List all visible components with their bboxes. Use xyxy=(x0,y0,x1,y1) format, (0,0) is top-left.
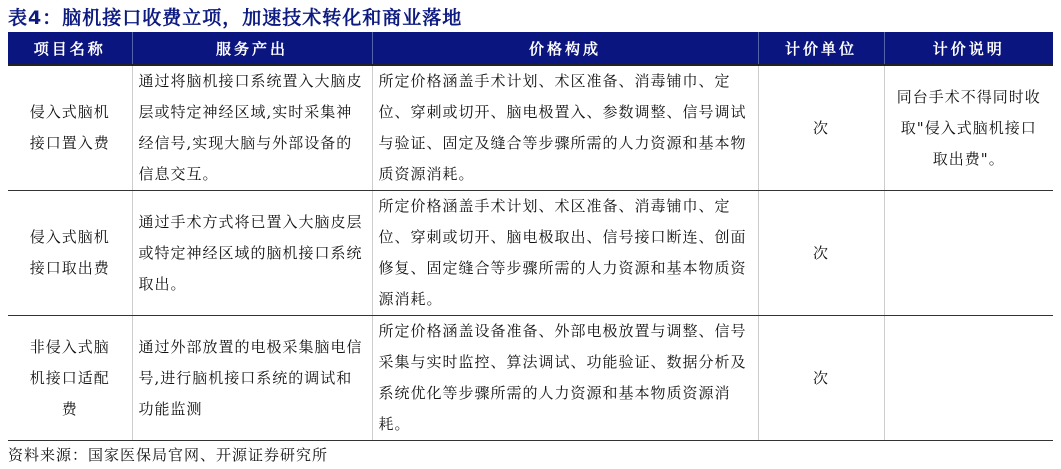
table-row xyxy=(8,316,1053,441)
table-row xyxy=(8,65,1053,191)
header-project-name: 项目名称 xyxy=(8,32,132,65)
header-unit: 计价单位 xyxy=(758,32,884,65)
header-row xyxy=(8,32,1053,65)
service-output: 通过将脑机接口系统置入大脑皮层或特定神经区域,实时采集神经信号,实现大脑与外部设备的信息交互。 xyxy=(132,65,372,191)
unit: 次 xyxy=(758,191,884,316)
note xyxy=(884,316,1053,441)
pricing-table xyxy=(8,32,1053,441)
service-output: 通过外部放置的电极采集脑电信号,进行脑机接口系统的调试和功能监测 xyxy=(132,316,372,441)
note: 同台手术不得同时收取"侵入式脑机接口取出费"。 xyxy=(884,65,1053,191)
table-title: 表4：脑机接口收费立项，加速技术转化和商业落地 xyxy=(8,7,463,29)
price-composition: 所定价格涵盖手术计划、术区准备、消毒铺巾、定位、穿刺或切开、脑电极取出、信号接口断连、创面修复、固定缝合等步骤所需的人力资源和基本物质资源消耗。 xyxy=(372,191,758,316)
note xyxy=(884,191,1053,316)
header-price-composition: 价格构成 xyxy=(372,32,758,65)
header-service-output: 服务产出 xyxy=(132,32,372,65)
unit: 次 xyxy=(758,65,884,191)
unit: 次 xyxy=(758,316,884,441)
project-name: 非侵入式脑机接口适配费 xyxy=(8,316,132,441)
service-output: 通过手术方式将已置入大脑皮层或特定神经区域的脑机接口系统取出。 xyxy=(132,191,372,316)
table-row xyxy=(8,191,1053,316)
price-composition: 所定价格涵盖手术计划、术区准备、消毒铺巾、定位、穿刺或切开、脑电极置入、参数调整、信号调试与验证、固定及缝合等步骤所需的人力资源和基本物质资源消耗。 xyxy=(372,65,758,191)
project-name: 侵入式脑机接口取出费 xyxy=(8,191,132,316)
header-note: 计价说明 xyxy=(884,32,1053,65)
source-note: 资料来源：国家医保局官网、开源证券研究所 xyxy=(8,446,329,464)
price-composition: 所定价格涵盖设备准备、外部电极放置与调整、信号采集与实时监控、算法调试、功能验证、数据分析及系统优化等步骤所需的人力资源和基本物质资源消耗。 xyxy=(372,316,758,441)
project-name: 侵入式脑机接口置入费 xyxy=(8,65,132,191)
